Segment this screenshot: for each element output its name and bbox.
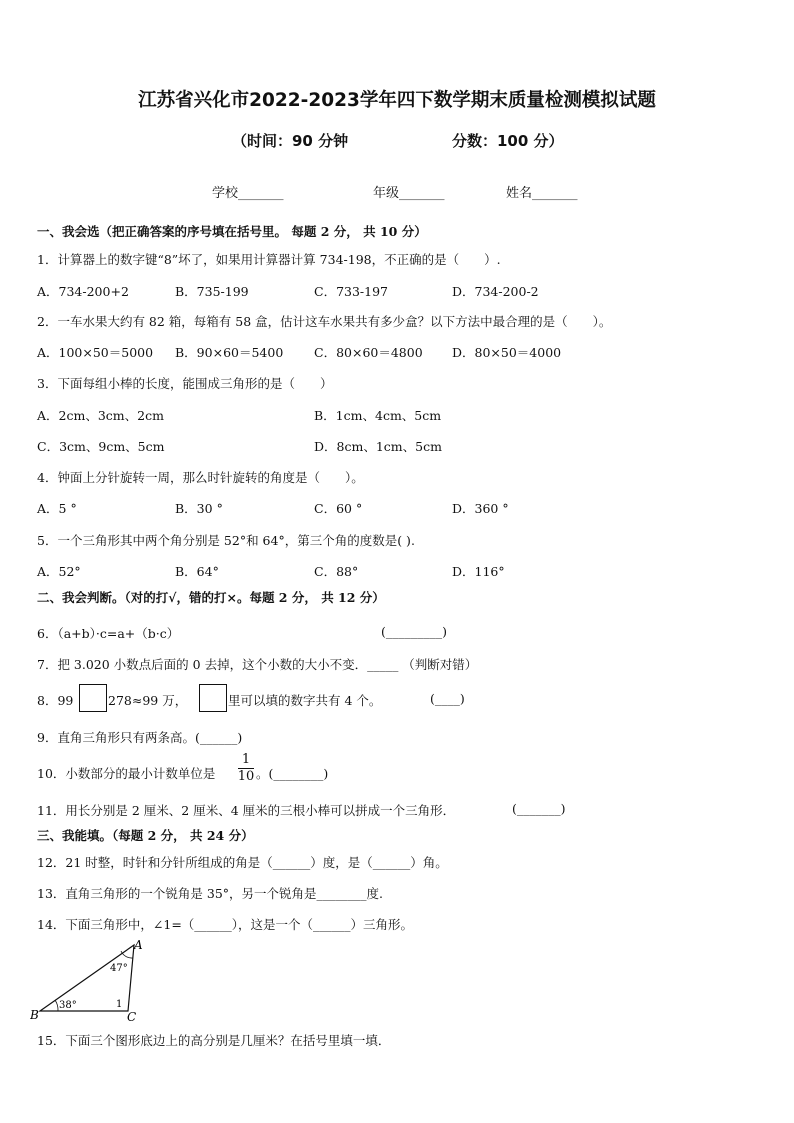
q8-digit-box[interactable]: [79, 684, 107, 712]
question-6: 6．（a+b）·c=a+（b·c）: [37, 626, 180, 641]
angle-a-arc: [121, 951, 133, 958]
school-field[interactable]: 学校_______: [212, 186, 284, 201]
question-10-suffix: 。(________): [256, 766, 329, 781]
q3-option-b[interactable]: B．1cm、4cm、5cm: [314, 408, 442, 423]
q2-option-d[interactable]: D．80×50＝4000: [452, 345, 562, 360]
section3-heading: 三、我能填。（每题 2 分， 共 24 分）: [37, 828, 254, 843]
question-13: 13．直角三角形的一个锐角是 35°，另一个锐角是________度.: [37, 886, 384, 901]
q1-option-c[interactable]: C．733-197: [314, 284, 389, 299]
q4-option-a[interactable]: A．5 °: [37, 501, 77, 516]
angle-b-arc: [55, 1000, 58, 1011]
q1-option-a[interactable]: A．734-200+2: [37, 284, 129, 299]
vertex-b-label: B: [30, 1008, 39, 1022]
q1-option-d[interactable]: D．734-200-2: [452, 284, 539, 299]
angle-a-value: 47°: [110, 963, 128, 974]
q4-option-d[interactable]: D．360 °: [452, 501, 509, 516]
q2-option-c[interactable]: C．80×60＝4800: [314, 345, 423, 360]
q6-answer-blank[interactable]: (_________): [381, 624, 448, 639]
fraction-one-tenth: [236, 752, 256, 785]
question-15: 15．下面三个图形底边上的高分别是几厘米？在括号里填一填．: [37, 1033, 391, 1048]
triangle-figure: [30, 935, 160, 1025]
question-14: 14．下面三角形中，∠1=（______），这是一个（______）三角形。: [37, 917, 414, 932]
question-11: 11．用长分别是 2 厘米、2 厘米、4 厘米的三根小棒可以拼成一个三角形．: [37, 803, 456, 818]
vertex-c-label: C: [127, 1010, 137, 1024]
q5-option-b[interactable]: B．64°: [175, 564, 219, 579]
question-3: 3．下面每组小棒的长度，能围成三角形的是（ ）: [37, 376, 333, 391]
question-12: 12．21 时整，时针和分针所组成的角是（______）度，是（______）角。: [37, 855, 448, 870]
q3-option-d[interactable]: D．8cm、1cm、5cm: [314, 439, 442, 454]
fraction-denominator: 10: [237, 769, 255, 784]
q4-option-b[interactable]: B．30 °: [175, 501, 223, 516]
q1-option-b[interactable]: B．735-199: [175, 284, 249, 299]
question-2: 2．一车水果大约有 82 箱，每箱有 58 盒，估计这车水果共有多少盒？以下方法中最合理的是（ ）。: [37, 314, 612, 329]
q2-option-a[interactable]: A．100×50＝5000: [37, 345, 154, 360]
angle-b-value: 38°: [59, 1000, 77, 1011]
question-8-part3: 里可以填的数字共有 4 个。: [228, 693, 382, 708]
question-4: 4．钟面上分针旋转一周，那么时针旋转的角度是（ ）。: [37, 470, 364, 485]
question-9: 9．直角三角形只有两条高。(______): [37, 730, 243, 745]
angle-1-label: 1: [116, 999, 123, 1010]
q11-answer-blank[interactable]: (_______): [512, 801, 566, 816]
q8-answer-blank[interactable]: (____): [430, 691, 465, 706]
section1-heading: 一、我会选（把正确答案的序号填在括号里。 每题 2 分， 共 10 分）: [37, 224, 427, 239]
page-title: 江苏省兴化市2022-2023学年四下数学期末质量检测模拟试题: [138, 90, 656, 111]
name-field[interactable]: 姓名_______: [506, 186, 578, 201]
fraction-numerator: 1: [241, 752, 251, 767]
question-10-prefix: 10．小数部分的最小计数单位是: [37, 766, 216, 781]
q2-option-b[interactable]: B．90×60＝5400: [175, 345, 284, 360]
question-8-part2: 278≈99 万，: [108, 693, 188, 708]
q5-option-c[interactable]: C．88°: [314, 564, 359, 579]
q3-option-a[interactable]: A．2cm、3cm、2cm: [37, 408, 164, 423]
exam-time: （时间：90 分钟: [232, 132, 349, 150]
vertex-a-label: A: [134, 938, 143, 952]
question-5: 5．一个三角形其中两个角分别是 52°和 64°，第三个角的度数是( ).: [37, 533, 415, 548]
exam-score: 分数：100 分）: [452, 132, 564, 150]
question-8-part1: 8．99: [37, 693, 74, 708]
q5-option-d[interactable]: D．116°: [452, 564, 505, 579]
q5-option-a[interactable]: A．52°: [37, 564, 81, 579]
q4-option-c[interactable]: C．60 °: [314, 501, 363, 516]
question-7: 7．把 3.020 小数点后面的 0 去掉，这个小数的大小不变．_____ （判断对错）: [37, 657, 478, 672]
question-1: 1．计算器上的数字键“8”坏了，如果用计算器计算 734-198，不正确的是（ ）.: [37, 252, 501, 267]
section2-heading: 二、我会判断。（对的打√，错的打×。每题 2 分， 共 12 分）: [37, 590, 385, 605]
grade-field[interactable]: 年级_______: [373, 186, 445, 201]
q3-option-c[interactable]: C．3cm、9cm、5cm: [37, 439, 165, 454]
q8-digit-box-ref: [199, 684, 227, 712]
